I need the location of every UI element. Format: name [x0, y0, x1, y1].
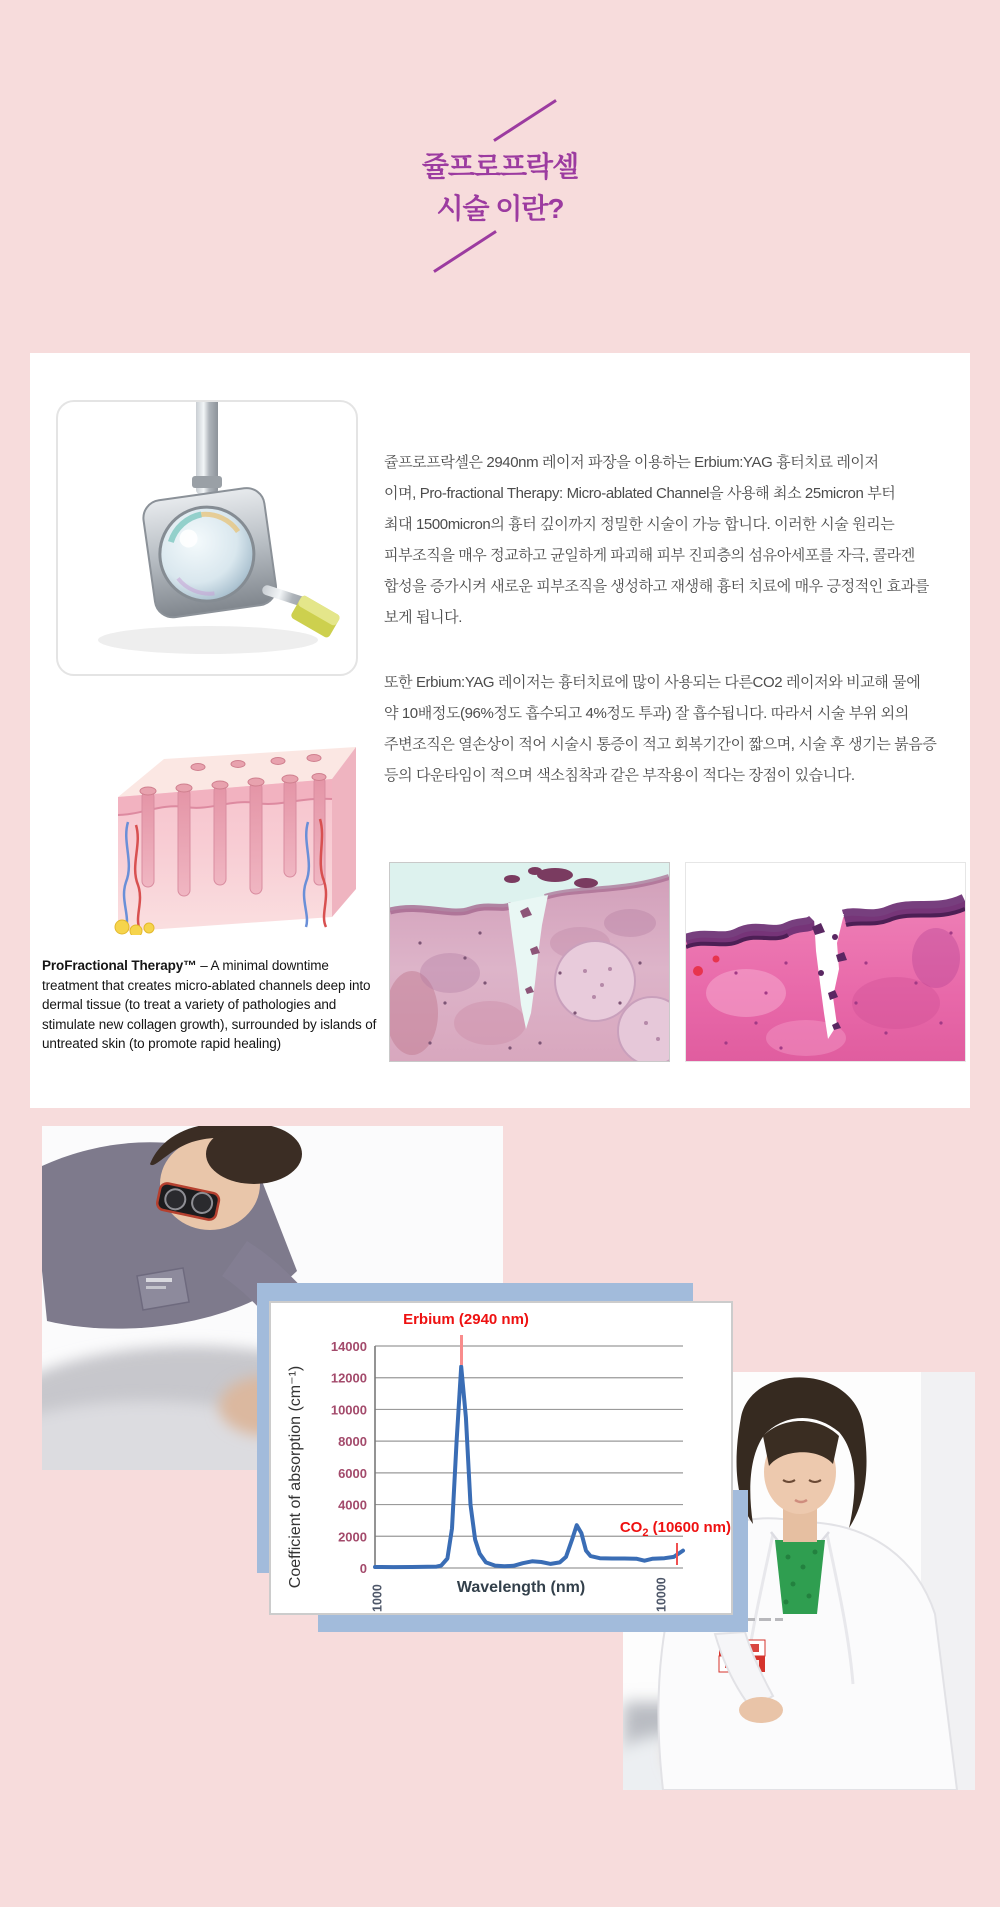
- text-line: 쥴프로프락셀은 2940nm 레이저 파장을 이용하는 Erbium:YAG 흉터치료 레이저: [384, 454, 879, 471]
- text-line: 최대 1500micron의 흉터 깊이까지 정밀한 시술이 가능 합니다. 이러한 시술 원리는: [384, 516, 895, 533]
- text-line: 약 10배정도(96%정도 흡수되고 4%정도 투과) 잘 흡수됩니다. 따라서 시술 부위 외의: [384, 705, 909, 722]
- svg-text:2000: 2000: [338, 1529, 367, 1545]
- histology-right-illustration: [686, 863, 965, 1061]
- svg-text:10000: 10000: [330, 1402, 367, 1418]
- histology-left-illustration: [390, 863, 669, 1061]
- laser-handpiece-illustration: [58, 402, 356, 674]
- text-line: 합성을 증가시켜 새로운 피부조직을 생성하고 재생해 흉터 치료에 매우 긍정적인 효과를: [384, 578, 929, 595]
- text-line: 또한 Erbium:YAG 레이저는 흉터치료에 많이 사용되는 다른CO2 레이저와 비교해 물에: [384, 674, 921, 691]
- histology-image-left: [389, 862, 670, 1062]
- svg-text:12000: 12000: [330, 1370, 367, 1386]
- svg-text:0: 0: [359, 1561, 367, 1576]
- chart-x-axis-title: Wavelength (nm): [456, 1579, 586, 1596]
- text-line: 보게 됩니다.: [384, 609, 462, 626]
- chart-y-axis-title: Coefficient of absorption (cm⁻¹): [287, 1365, 304, 1589]
- profractional-caption-body: – A minimal downtime treatment that creates micro-ablated channels deep into dermal tissue (to treat a variety of pathologies and stimulate new collagen growth), surrounded by islands of untreated skin (to promote rapid healing): [42, 958, 377, 1051]
- page-title: [0, 146, 1000, 230]
- co2-annotation-sub: 2: [642, 1527, 649, 1539]
- svg-text:10000: 10000: [654, 1577, 669, 1612]
- text-line: 피부조직을 매우 정교하고 균일하게 파괴해 피부 진피층의 섬유아세포를 자극, 콜라겐: [384, 547, 915, 564]
- svg-text:8000: 8000: [338, 1434, 367, 1450]
- text-line: 주변조직은 열손상이 적어 시술시 통증이 적고 회복기간이 짧으며, 시술 후 생기는 붉음증: [384, 736, 937, 753]
- svg-text:6000: 6000: [338, 1465, 367, 1481]
- co2-annotation-pre: CO: [619, 1519, 643, 1536]
- co2-pointer-line: [676, 1543, 678, 1565]
- decorative-slash-top: [493, 99, 557, 142]
- text-line: 등의 다운타임이 적으며 색소침착과 같은 부작용이 적다는 장점이 있습니다.: [384, 767, 855, 784]
- svg-text:4000: 4000: [338, 1497, 367, 1513]
- co2-annotation: [571, 1519, 731, 1539]
- intro-paragraph-1: [384, 447, 966, 633]
- page-title-line1: 쥴프로프락셀: [421, 151, 579, 182]
- erbium-pointer-line: [460, 1335, 463, 1365]
- histology-image-right: [685, 862, 966, 1062]
- intro-text: [384, 447, 966, 791]
- page-title-line2: 시술 이란?: [436, 193, 564, 224]
- intro-paragraph-2: [384, 667, 966, 791]
- skin-diagram-illustration: [70, 727, 358, 935]
- svg-text:14000: 14000: [330, 1339, 367, 1354]
- laser-handpiece-image: [56, 400, 358, 676]
- absorption-chart: [269, 1301, 733, 1615]
- absorption-chart-plot: [271, 1303, 731, 1613]
- decorative-slash-bottom: [433, 230, 497, 273]
- content-card: [30, 353, 970, 1108]
- profractional-caption-lead: ProFractional Therapy™: [42, 958, 197, 973]
- profractional-caption: [42, 956, 386, 1054]
- text-line: 이며, Pro-fractional Therapy: Micro-ablated Channel을 사용해 최소 25micron 부터: [384, 485, 896, 502]
- co2-annotation-post: (10600 nm): [648, 1519, 731, 1536]
- svg-text:1000: 1000: [370, 1584, 385, 1612]
- erbium-annotation: Erbium (2940 nm): [403, 1311, 529, 1328]
- skin-diagram-image: [70, 727, 358, 935]
